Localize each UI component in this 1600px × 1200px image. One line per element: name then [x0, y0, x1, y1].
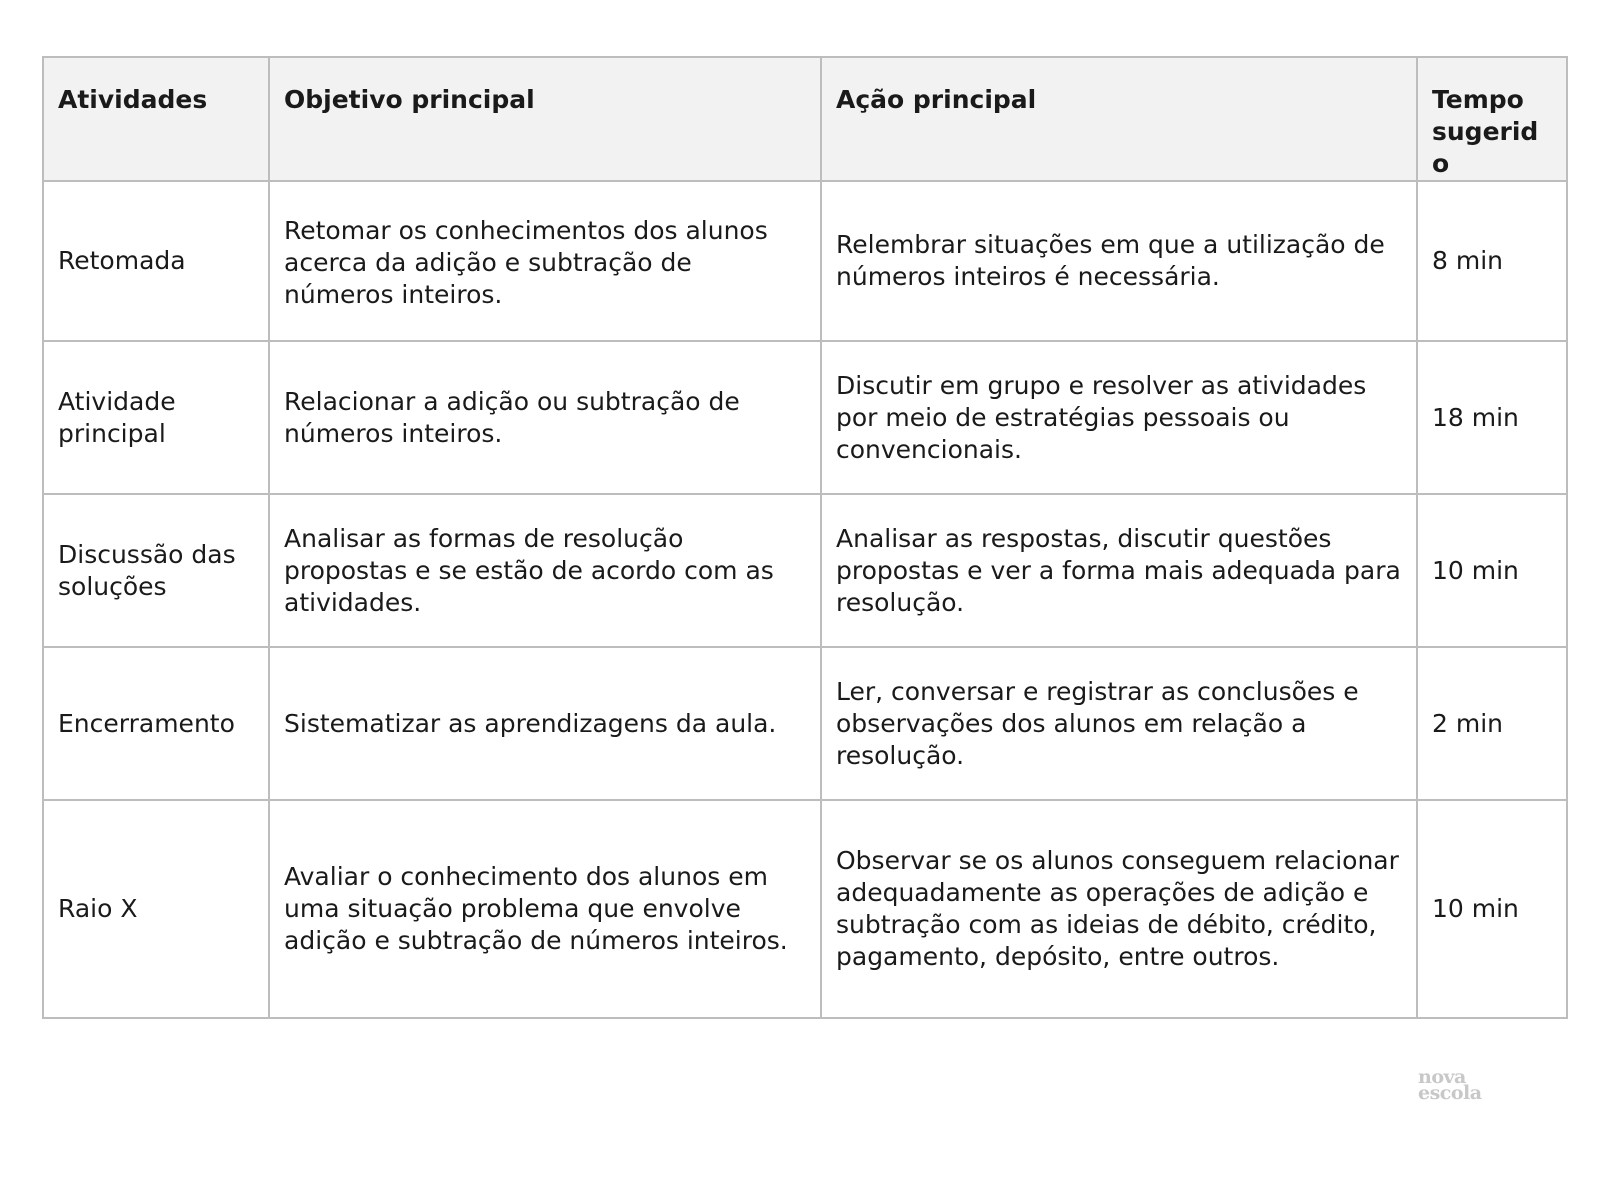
cell-objetivo: Retomar os conhecimentos dos alunos acerca da adição e subtração de números inteiros. — [269, 181, 821, 341]
table-row — [43, 341, 1567, 494]
table-row — [43, 800, 1567, 1018]
header-acao-principal: Ação principal — [821, 57, 1417, 181]
cell-atividade: Atividade principal — [43, 341, 269, 494]
logo-line-1: nova — [1418, 1066, 1466, 1088]
cell-acao: Relembrar situações em que a utilização de números inteiros é necessária. — [821, 181, 1417, 341]
cell-objetivo: Avaliar o conhecimento dos alunos em uma situação problema que envolve adição e subtração de números inteiros. — [269, 800, 821, 1018]
lesson-plan-table — [42, 56, 1568, 1019]
cell-tempo: 18 min — [1417, 341, 1567, 494]
cell-acao: Discutir em grupo e resolver as atividades por meio de estratégias pessoais ou convencionais. — [821, 341, 1417, 494]
table-body — [43, 181, 1567, 1018]
cell-tempo: 8 min — [1417, 181, 1567, 341]
cell-atividade: Raio X — [43, 800, 269, 1018]
table-row — [43, 494, 1567, 647]
header-atividades: Atividades — [43, 57, 269, 181]
cell-atividade: Encerramento — [43, 647, 269, 800]
table-header — [43, 57, 1567, 181]
nova-escola-logo — [1418, 1066, 1482, 1104]
cell-objetivo: Relacionar a adição ou subtração de números inteiros. — [269, 341, 821, 494]
cell-atividade: Discussão das soluções — [43, 494, 269, 647]
header-objetivo-principal: Objetivo principal — [269, 57, 821, 181]
cell-tempo: 2 min — [1417, 647, 1567, 800]
cell-tempo: 10 min — [1417, 800, 1567, 1018]
cell-acao: Observar se os alunos conseguem relacionar adequadamente as operações de adição e subtração com as ideias de débito, crédito, pagamento, depósito, entre outros. — [821, 800, 1417, 1018]
logo-line-2: escola — [1418, 1082, 1482, 1104]
cell-objetivo: Analisar as formas de resolução propostas e se estão de acordo com as atividades. — [269, 494, 821, 647]
cell-acao: Ler, conversar e registrar as conclusões e observações dos alunos em relação a resolução. — [821, 647, 1417, 800]
table-row — [43, 181, 1567, 341]
cell-acao: Analisar as respostas, discutir questões propostas e ver a forma mais adequada para resolução. — [821, 494, 1417, 647]
header-row — [43, 57, 1567, 181]
cell-objetivo: Sistematizar as aprendizagens da aula. — [269, 647, 821, 800]
cell-atividade: Retomada — [43, 181, 269, 341]
cell-tempo: 10 min — [1417, 494, 1567, 647]
table-row — [43, 647, 1567, 800]
header-tempo-sugerido: Tempo sugerido — [1417, 57, 1567, 181]
